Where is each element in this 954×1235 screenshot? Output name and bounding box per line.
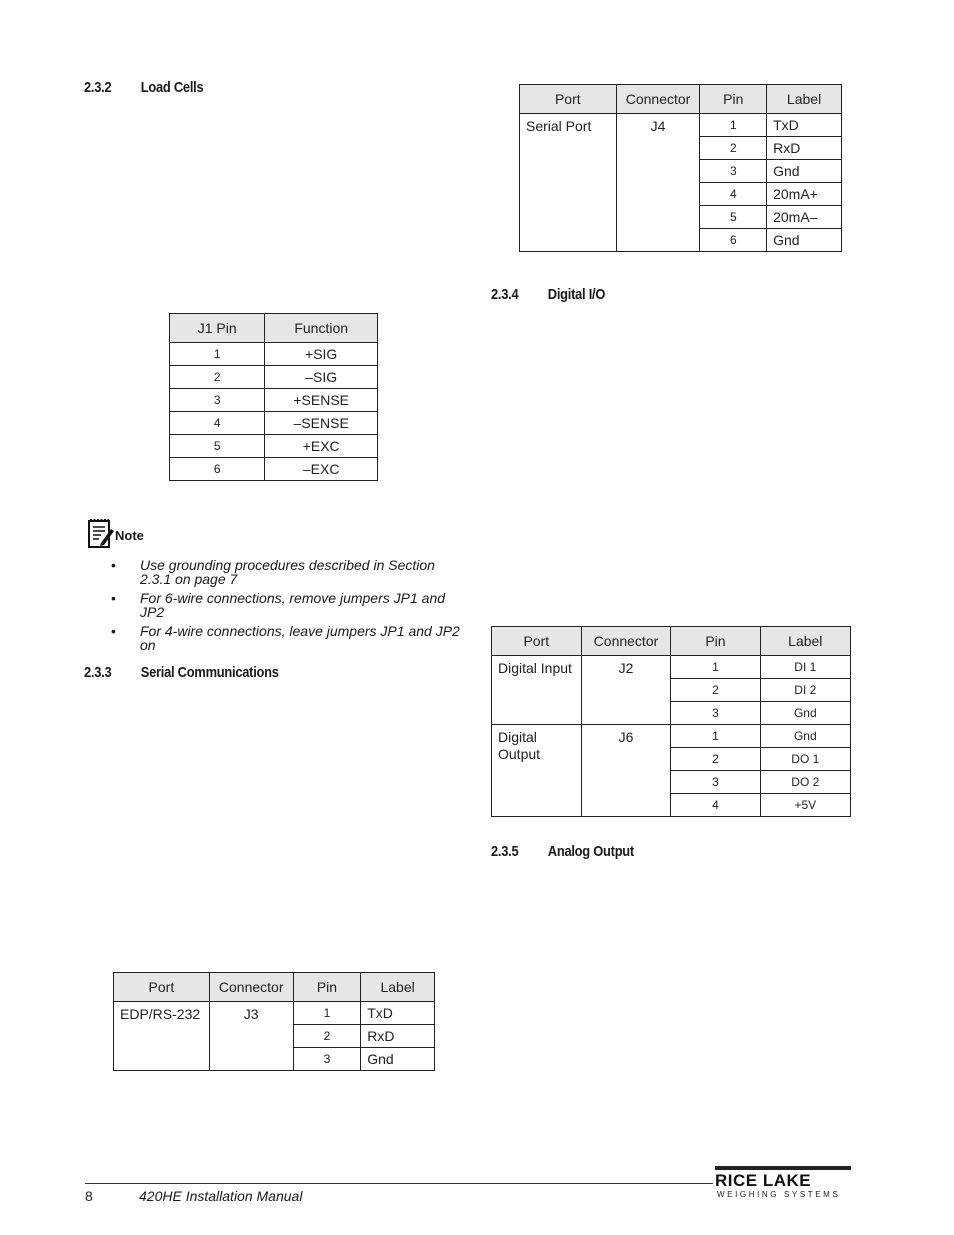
label-cell: DI 1 [760,656,850,679]
pin-cell: 3 [700,160,767,183]
table-row [170,389,378,412]
table-header-row [170,314,378,343]
note-pad-icon [87,517,115,554]
label-cell: RxD [361,1025,435,1048]
column-header: Pin [700,85,767,114]
edp-port-pinout-table [113,972,435,1071]
table-row [170,366,378,389]
label-cell: Gnd [760,725,850,748]
table-header-row [114,973,435,1002]
connector-cell: J6 [581,725,671,817]
label-cell: TxD [767,114,842,137]
pin-cell: 1 [671,656,760,679]
table-row [170,435,378,458]
digital-io-pinout-table [491,626,851,817]
connector-cell: J4 [616,114,700,252]
list-item: • Use grounding procedures described in Section 2.3.1 on page 7 [111,557,435,587]
function-cell: –SIG [265,366,378,389]
pin-cell: 3 [170,389,265,412]
function-cell: –EXC [265,458,378,481]
column-header: Label [760,627,850,656]
pin-cell: 1 [170,343,265,366]
column-header: Port [492,627,582,656]
table-row [492,725,851,748]
pin-cell: 2 [293,1025,361,1048]
port-cell: EDP/RS-232 [114,1002,210,1071]
label-cell: 20mA– [767,206,842,229]
pin-cell: 2 [170,366,265,389]
pin-cell: 2 [700,137,767,160]
label-cell: Gnd [767,229,842,252]
column-header: J1 Pin [170,314,265,343]
rice-lake-logo [713,1166,859,1200]
pin-cell: 1 [293,1002,361,1025]
label-cell: 20mA+ [767,183,842,206]
list-item: • For 6-wire connections, remove jumpers JP1 and JP2 [111,590,446,620]
table-row [492,656,851,679]
column-header: Pin [293,973,361,1002]
function-cell: –SENSE [265,412,378,435]
label-cell: +5V [760,794,850,817]
label-cell: TxD [361,1002,435,1025]
serial-port-pinout-table [519,84,842,252]
logo-wordmark: RICE LAKE [715,1171,812,1190]
label-cell: RxD [767,137,842,160]
pin-cell: 2 [671,748,760,771]
label-cell: Gnd [760,702,850,725]
section-heading-digital-io: 2.3.4 Digital I/O [491,286,606,303]
column-header: Connector [616,85,700,114]
label-cell: Gnd [767,160,842,183]
note-label: Note [115,528,144,543]
bullet-icon: • [111,590,116,606]
connector-cell: J3 [209,1002,293,1071]
logo-bar [715,1166,851,1170]
bullet-icon: • [111,623,116,639]
label-cell: DO 2 [760,771,850,794]
note-callout [87,517,144,554]
logo-subtitle: WEIGHING SYSTEMS [717,1190,841,1199]
function-cell: +SIG [265,343,378,366]
section-heading-analog-output: 2.3.5 Analog Output [491,843,634,860]
table-header-row [492,627,851,656]
pin-cell: 3 [671,771,760,794]
section-heading-load-cells: 2.3.2 Load Cells [84,79,204,96]
port-cell: Digital Output [492,725,582,817]
pin-cell: 6 [170,458,265,481]
column-header: Port [520,85,617,114]
pin-cell: 1 [700,114,767,137]
pin-cell: 3 [293,1048,361,1071]
pin-cell: 5 [700,206,767,229]
table-row [170,412,378,435]
label-cell: DO 1 [760,748,850,771]
table-row [114,1002,435,1025]
label-cell: Gnd [361,1048,435,1071]
pin-cell: 6 [700,229,767,252]
section-heading-serial-communications: 2.3.3 Serial Communications [84,664,279,681]
pin-cell: 5 [170,435,265,458]
column-header: Connector [209,973,293,1002]
column-header: Port [114,973,210,1002]
list-item: • For 4-wire connections, leave jumpers JP1 and JP2 on [111,623,460,653]
function-cell: +EXC [265,435,378,458]
connector-cell: J2 [581,656,671,725]
column-header: Function [265,314,378,343]
table-row [520,114,842,137]
pin-cell: 3 [671,702,760,725]
manual-title: 420HE Installation Manual [139,1188,303,1204]
pin-cell: 2 [671,679,760,702]
pin-cell: 4 [700,183,767,206]
column-header: Connector [581,627,671,656]
table-row [170,458,378,481]
column-header: Pin [671,627,760,656]
port-cell: Serial Port [520,114,617,252]
label-cell: DI 2 [760,679,850,702]
function-cell: +SENSE [265,389,378,412]
bullet-icon: • [111,557,116,573]
column-header: Label [361,973,435,1002]
note-list [108,558,468,657]
load-cell-pinout-table [169,313,378,481]
pin-cell: 4 [671,794,760,817]
port-cell: Digital Input [492,656,582,725]
table-row [170,343,378,366]
column-header: Label [767,85,842,114]
page-number: 8 [85,1188,93,1204]
pin-cell: 1 [671,725,760,748]
pin-cell: 4 [170,412,265,435]
table-header-row [520,85,842,114]
